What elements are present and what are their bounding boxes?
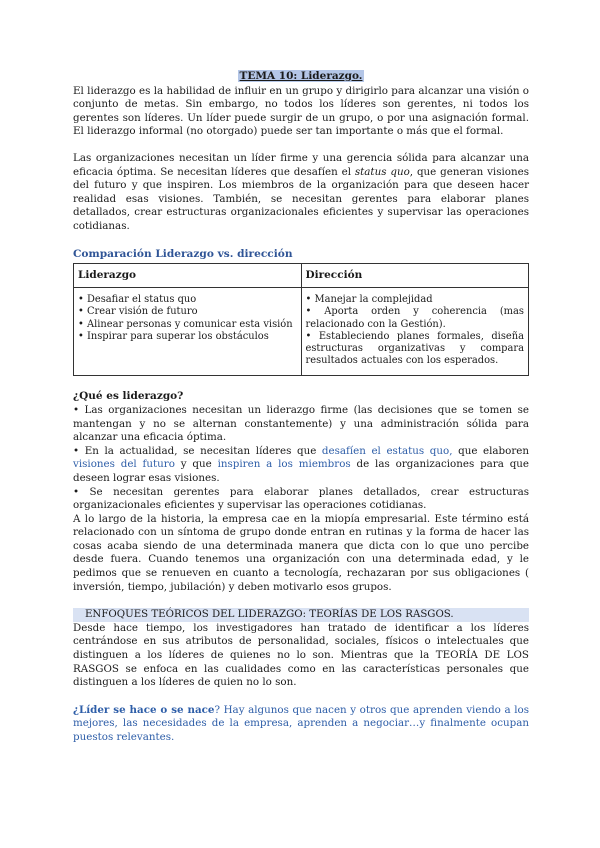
lider-answer: ? Hay algunos que nacen y otros que aprenden viendo a los mejores, las necesidades de la empresa, aprenden a negociar…y finalmente ocupan puestos relevantes. [73, 703, 529, 743]
list-item: • Inspirar para superar los obstáculos [78, 330, 269, 342]
enfoques-block [73, 608, 529, 622]
list-item: • Aporta orden y coherencia (mas relacionado con la Gestión). [305, 306, 524, 330]
table-row [74, 288, 529, 376]
direccion-cell [301, 288, 529, 376]
list-item: • Crear visión de futuro [78, 306, 198, 318]
table-header-liderazgo: Liderazgo [74, 264, 302, 288]
enfoques-paragraph: Desde hace tiempo, los investigadores han tratado de identificar a los líderes centrándose en sus atributos de personalidad, sociales, físicos o intelectuales que distinguen a los líderes de quienes no lo son. Mientras que la TEORÍA DE LOS RASGOS se enfoca en las cualidades como en las características personales que distinguen a los líderes de quien no lo son. [73, 621, 529, 689]
b2-text-a: • En la actualidad, se necesitan líderes que [73, 444, 322, 457]
table-header-row [74, 264, 529, 288]
intro-p2-text-b: , que generan visiones del futuro y que inspiren. Los miembros de la organización para que deseen hacer realidad esas visiones. También, se necesitan gerentes para elaborar planes detallados, crear estructuras organizacionales eficientes y supervisar las operaciones cotidianas. [73, 165, 529, 232]
list-item: • Desafiar el status quo [78, 294, 197, 306]
que-es-bullet-2 [73, 445, 529, 486]
history-paragraph: A lo largo de la historia, la empresa cae en la miopía empresarial. Este término está relacionado con un síntoma de grupo donde entran en rutinas y la forma de hacer las cosas acaba siendo de una determinada manera que dicta con lo que uno percibe desde fuera. Cuando tenemos una organización con una determinada edad, y le pedimos que se renueven en cuanto a tecnología, rechazaran por sus obligaciones ( inversión, tiempo, jubilación) y deben motivarlo esos grupos. [73, 512, 529, 593]
intro-paragraph-1: El liderazgo es la habilidad de influir en un grupo y dirigirlo para alcanzar una visión o conjunto de metas. Sin embargo, no todos los líderes son gerentes, ni todos los gerentes son líderes. Un líder puede surgir de un grupo, o por una asignación formal. El liderazgo informal (no otorgado) puede ser tan importante o más que el formal. [73, 84, 529, 138]
intro-paragraph-2 [73, 152, 529, 234]
lider-paragraph [73, 704, 529, 745]
que-es-heading: ¿Qué es liderazgo? [73, 390, 184, 403]
list-item: • Estableciendo planes formales, diseña estructuras organizativas y compara resultados actuales con los esperados. [305, 330, 524, 367]
table-header-direccion: Dirección [301, 264, 529, 288]
b2-text-d: de las organizaciones para que deseen lograr esas visiones. [73, 458, 530, 484]
enfoques-heading: ENFOQUES TEÓRICOS DEL LIDERAZGO: TEORÍAS DE LOS RASGOS. [73, 608, 529, 622]
comparison-heading: Comparación Liderazgo vs. dirección [73, 247, 293, 260]
que-es-bullet-3: • Se necesitan gerentes para elaborar planes detallados, crear estructuras organizacionales eficientes y supervisar las operaciones cotidianas. [73, 485, 529, 512]
b2-highlight-1: desafíen el estatus quo, [321, 444, 453, 457]
b2-text-c: y que [174, 458, 218, 471]
que-es-bullet-1: • Las organizaciones necesitan un liderazgo firme (las decisiones que se tomen se mantengan y no se alternan constantemente) y una administración sólida para alcanzar una eficacia óptima. [73, 403, 529, 444]
b2-text-b: que elaboren [452, 444, 529, 457]
document-content [73, 70, 529, 745]
list-item: • Alinear personas y comunicar esta visión [78, 318, 293, 330]
b2-highlight-3: inspiren a los miembros [217, 458, 351, 471]
comparison-table [73, 263, 529, 376]
list-item: • Manejar la complejidad [305, 294, 433, 306]
lider-question: ¿Líder se hace o se nace [73, 703, 215, 716]
title-block [73, 70, 529, 84]
page-title: TEMA 10: Liderazgo. [239, 70, 363, 82]
intro-p2-emphasis: status quo [354, 165, 410, 178]
b2-highlight-2: visiones del futuro [73, 458, 175, 471]
intro-p2-text-a: Las organizaciones necesitan un líder firme y una gerencia sólida para alcanzar una eficacia óptima. Se necesitan líderes que desafíen el [73, 151, 529, 178]
liderazgo-cell [74, 288, 302, 376]
